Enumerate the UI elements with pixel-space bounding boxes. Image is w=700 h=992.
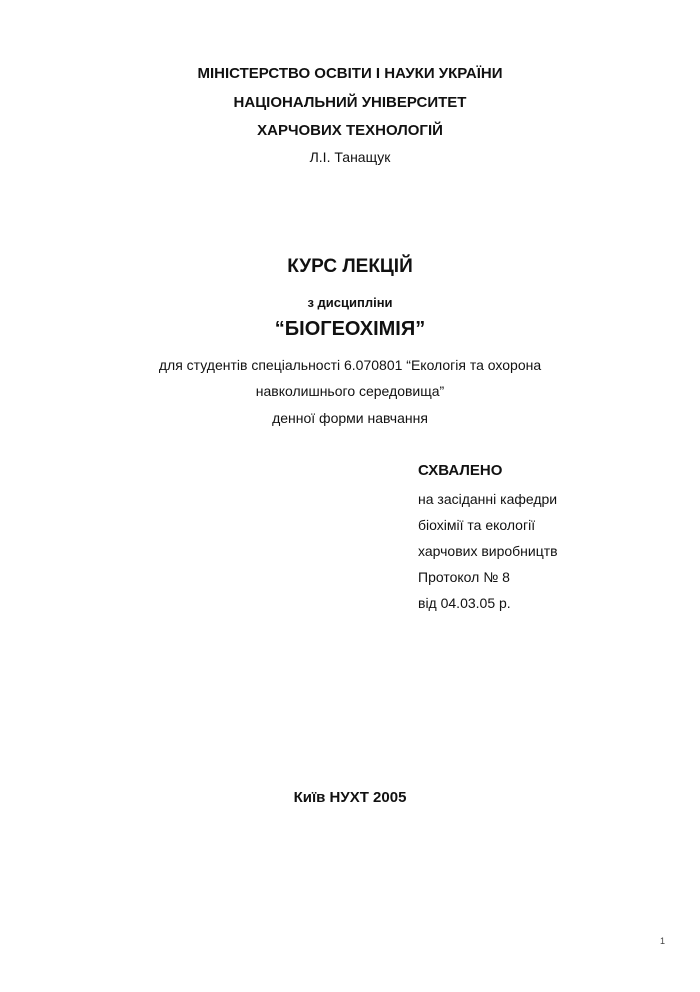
audience-line-3: денної форми навчання [272,410,428,426]
course-title: КУРС ЛЕКЦІЙ [287,256,413,277]
approval-heading: СХВАЛЕНО [418,462,503,479]
approval-block [418,462,678,620]
audience-line-2: навколишнього середовища” [255,383,445,399]
page-number: 1 [660,936,666,946]
audience-line-1: для студентів спеціальності 6.070801 “Екологія та охорона [158,357,542,373]
subject-title: “БІОГЕОХІМІЯ” [274,318,426,340]
university-name-line-1: НАЦІОНАЛЬНИЙ УНІВЕРСИТЕТ [233,94,467,111]
university-name-line-2: ХАРЧОВИХ ТЕХНОЛОГІЙ [257,122,443,139]
approval-line: харчових виробництв [418,543,558,559]
approval-line: від 04.03.05 р. [418,595,511,611]
discipline-prefix: з дисципліни [307,295,393,310]
author-name: Л.І. Танащук [309,149,391,165]
ministry-heading: МІНІСТЕРСТВО ОСВІТИ І НАУКИ УКРАЇНИ [197,65,503,82]
place-and-year: Київ НУХТ 2005 [293,789,407,806]
approval-line: Протокол № 8 [418,569,510,585]
approval-line: на засіданні кафедри [418,491,558,507]
approval-line: біохімії та екології [418,517,536,533]
